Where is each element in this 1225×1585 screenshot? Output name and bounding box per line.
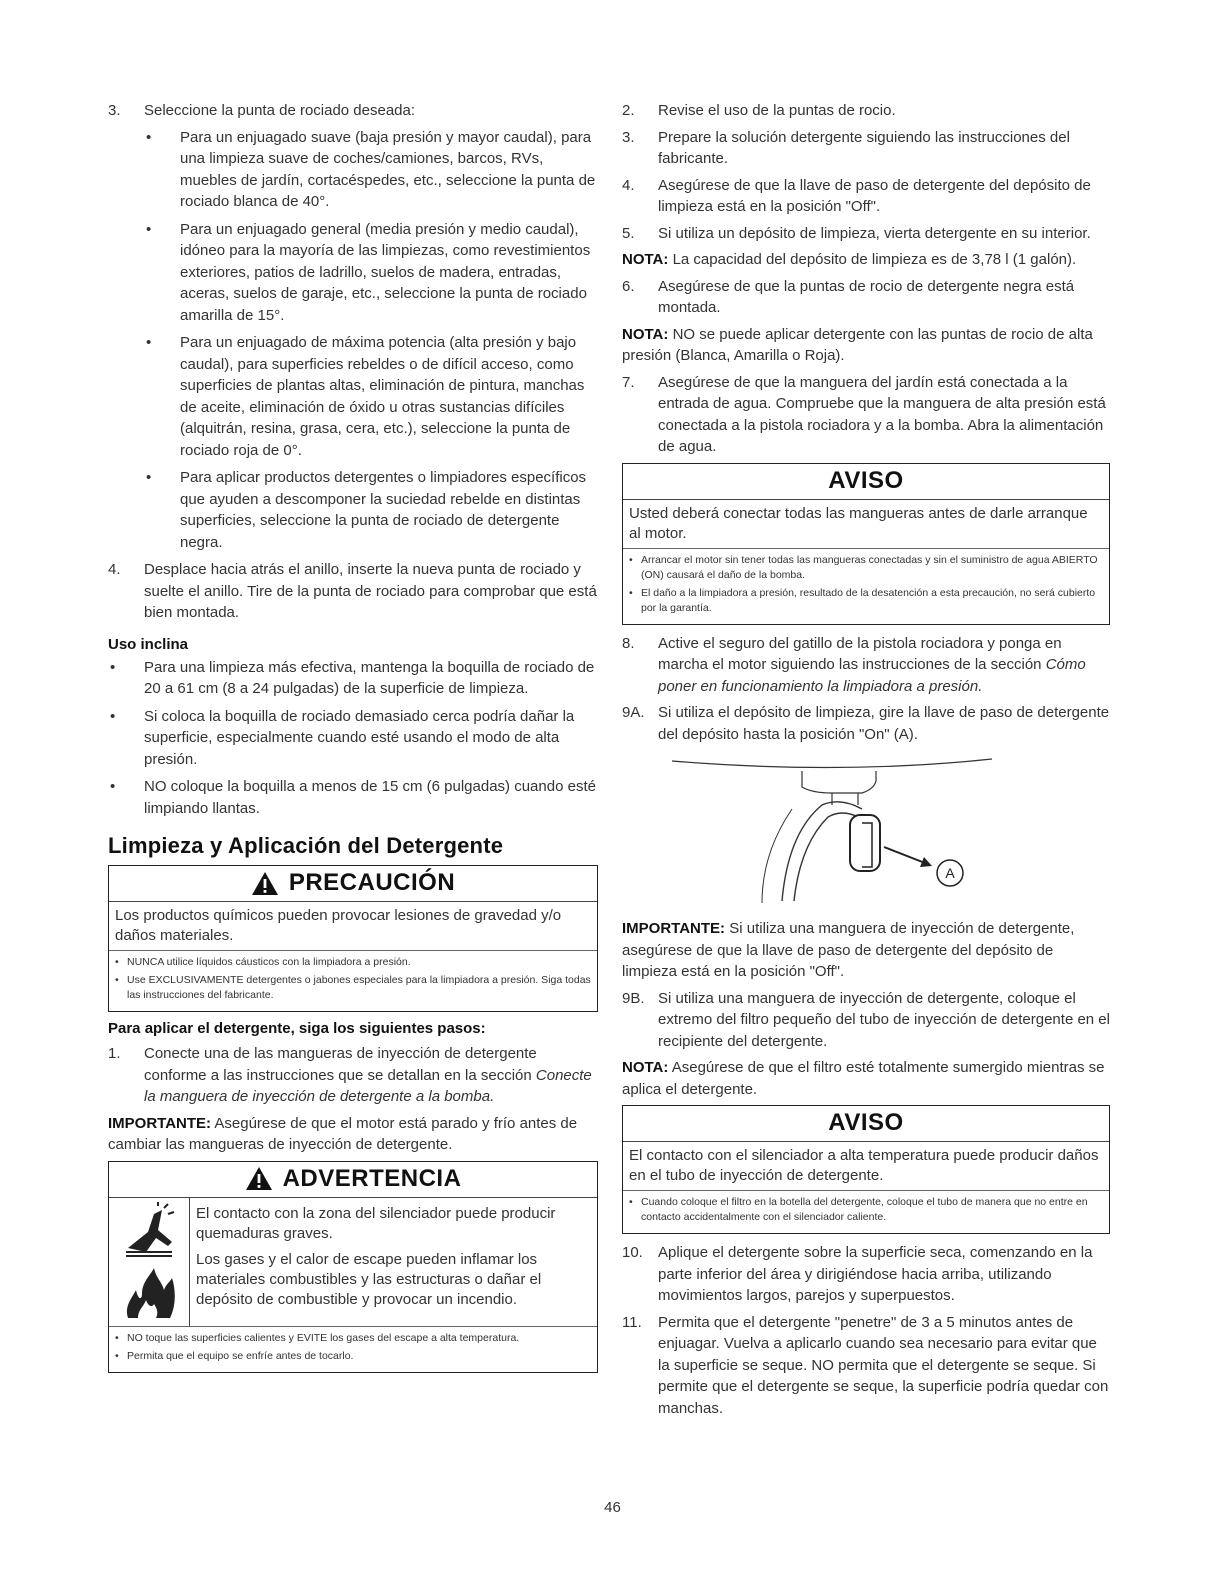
fire-icon — [118, 1260, 180, 1322]
left-column — [108, 100, 598, 1381]
aviso-title: AVISO — [623, 464, 1109, 500]
nota-1: NOTA: La capacidad del depósito de limpieza es de 3,78 l (1 galón). — [622, 251, 1077, 268]
uso-heading: Uso inclina — [108, 635, 189, 653]
aviso-body: El contacto con el silenciador a alta temperatura puede producir daños en el tubo de inyección de detergente. — [623, 1142, 1109, 1191]
step-3: 3. Prepare la solución detergente siguiendo las instrucciones del fabricante. — [622, 128, 1070, 167]
step-5: 5. Si utiliza un depósito de limpieza, vierta detergente en su interior. — [622, 224, 1091, 242]
aviso-box-1 — [622, 463, 1110, 625]
right-column — [622, 100, 1110, 1424]
advertencia-bullets: • NO toque las superficies calientes y EVITE los gases del escape a alta temperatura. • Permita que el equipo se enfríe antes de tocarlo. — [115, 1331, 520, 1362]
aviso-bullets: • Arrancar el motor sin tener todas las mangueras conectadas y sin el suministro de agua ABIERTO (ON) causará el daño de la bomba. • El daño a la limpiadora a presión, resultado de la desatención a esta precaución, no será cubierto por la garantía. — [629, 553, 1098, 614]
advertencia-box — [108, 1161, 598, 1373]
aviso-bullets: • Cuando coloque el filtro en la botella del detergente, coloque el tubo de manera que no entre en contacto accidentalmente con el silenciador caliente. — [629, 1196, 1088, 1223]
advertencia-title: ADVERTENCIA — [109, 1162, 597, 1198]
step-8: 8. Active el seguro del gatillo de la pistola rociadora y ponga en marcha el motor siguiendo las instrucciones de la sección Cómo poner en funcionamiento la limpiadora a presión. — [622, 634, 1086, 695]
step-11: 11. Permita que el detergente "penetre" de 3 a 5 minutos antes de enjuagar. Vuelva a aplicarlo cuando sea necesario para evitar que la superficie se seque. NO permita que el detergente se seque. Si permite que el detergente se seque, la superficie podría quedar con manchas. — [622, 1313, 1109, 1417]
step-9b: 9B. Si utiliza una manguera de inyección de detergente, coloque el extremo del filtro pequeño del tubo de inyección de detergente en el recipiente del detergente. — [622, 989, 1110, 1050]
warning-triangle-icon — [251, 871, 279, 896]
importante-note: IMPORTANTE: Asegúrese de que el motor está parado y frío antes de cambiar las mangueras de inyección de detergente. — [108, 1114, 578, 1153]
importante-note: IMPORTANTE: Si utiliza una manguera de inyección de detergente, asegúrese de que la llave de paso de detergente del depósito de limpieza está en la posición "Off". — [622, 920, 1075, 980]
precaucion-bullets: • NUNCA utilice líquidos cáusticos con la limpiadora a presión. • Use EXCLUSIVAMENTE detergentes o jabones especiales para la limpiadora a presión. Siga todas las instrucciones del fabricante. — [115, 956, 591, 1001]
step-6: 6. Asegúrese de que la puntas de rocio de detergente negra está montada. — [622, 277, 1075, 316]
precaucion-box — [108, 865, 598, 1012]
step-2: 2. Revise el uso de la puntas de rocio. — [622, 102, 896, 119]
step-3: 3. Seleccione la punta de rociado deseada: — [108, 102, 416, 119]
step-4: 4. Desplace hacia atrás el anillo, inserte la nueva punta de rociado y suelte el anillo. Tire de la punta de rociado para comprobar que está bien montada. — [108, 561, 597, 621]
step-7: 7. Asegúrese de que la manguera del jardín está conectada a la entrada de agua. Compruebe que la manguera de alta presión está conectada a la pistola rociadora y a la bomba. Abra la alimentación de agua. — [622, 373, 1106, 455]
figure-label-a: A — [945, 865, 955, 881]
precaucion-title: PRECAUCIÓN — [109, 866, 597, 902]
detergent-valve-illustration — [662, 753, 1022, 903]
precaucion-body: Los productos químicos pueden provocar lesiones de gravedad y/o daños materiales. — [109, 902, 597, 951]
aviso-box-2 — [622, 1105, 1110, 1234]
warning-triangle-icon — [245, 1166, 273, 1191]
list-item: • NO coloque la boquilla a menos de 15 cm (6 pulgadas) cuando esté limpiando llantas. — [110, 778, 596, 817]
hot-surface-icon — [118, 1202, 180, 1260]
nota-2: NOTA: NO se puede aplicar detergente con las puntas de rocio de alta presión (Blanca, Amarilla o Roja). — [622, 325, 1093, 364]
list-item: • Para un enjuagado general (media presión y medio caudal), idóneo para la mayoría de las limpiezas, como revestimientos exteriores, patios de ladrillo, suelos de madera, entradas, aceras, suelos de garaje, etc., seleccione la punta de rociado amarilla de 15°. — [146, 220, 591, 324]
list-item: • Si coloca la boquilla de rociado demasiado cerca podría dañar la superficie, especialmente cuando esté usando el modo de alta presión. — [110, 707, 575, 768]
advertencia-text: El contacto con la zona del silenciador puede producir quemaduras graves. — [196, 1204, 556, 1242]
step-1: 1. Conecte una de las mangueras de inyección de detergente conforme a las instrucciones que se detallan en la sección Conecte la manguera de inyección de detergente a la bomba. — [108, 1045, 592, 1105]
step-3-options — [144, 127, 598, 554]
section-heading: Limpieza y Aplicación del Detergente — [108, 833, 504, 858]
advertencia-text: Los gases y el calor de escape pueden inflamar los materiales combustibles y las estructuras o dañar el depósito de combustible y provocar un incendio. — [196, 1250, 542, 1308]
aviso-title: AVISO — [623, 1106, 1109, 1142]
nota-3: NOTA: Asegúrese de que el filtro esté totalmente sumergido mientras se aplica el detergente. — [622, 1059, 1105, 1098]
list-item: • Para un enjuagado de máxima potencia (alta presión y bajo caudal), para superficies rebeldes o de difícil acceso, como superficies de plantas altas, eliminación de pintura, manchas de aceite, eliminación de óxido u otras sustancias difíciles (alquitrán, resina, grasa, cera, etc.), seleccione la punta de rociado roja de 0°. — [146, 334, 585, 459]
steps-heading: Para aplicar el detergente, siga los siguientes pasos: — [108, 1020, 486, 1037]
detergent-valve-figure — [662, 753, 1110, 908]
page-number: 46 — [604, 1499, 621, 1516]
step-9a: 9A. Si utiliza el depósito de limpieza, gire la llave de paso de detergente del depósito hasta la posición "On" (A). — [622, 704, 1110, 743]
aviso-body: Usted deberá conectar todas las mangueras antes de darle arranque al motor. — [623, 500, 1109, 549]
step-10: 10. Aplique el detergente sobre la superficie seca, comenzando en la parte inferior del área y dirigiéndose hacia arriba, utilizando movimientos largos, parejos y superpuestos. — [622, 1244, 1093, 1304]
list-item: • Para una limpieza más efectiva, mantenga la boquilla de rociado de 20 a 61 cm (8 a 24 pulgadas) de la superficie de limpieza. — [110, 658, 595, 697]
list-item: • Para aplicar productos detergentes o limpiadores específicos que ayuden a descomponer la suciedad rebelde en distintas superficies, seleccione la punta de rociado de detergente negra. — [146, 469, 587, 551]
step-4: 4. Asegúrese de que la llave de paso de detergente del depósito de limpieza está en la posición "Off". — [622, 176, 1091, 215]
list-item: • Para un enjuagado suave (baja presión y mayor caudal), para una limpieza suave de coches/camiones, barcos, RVs, muebles de jardín, cortacéspedes, etc., seleccione la punta de rociado blanca de 40°. — [146, 128, 596, 210]
